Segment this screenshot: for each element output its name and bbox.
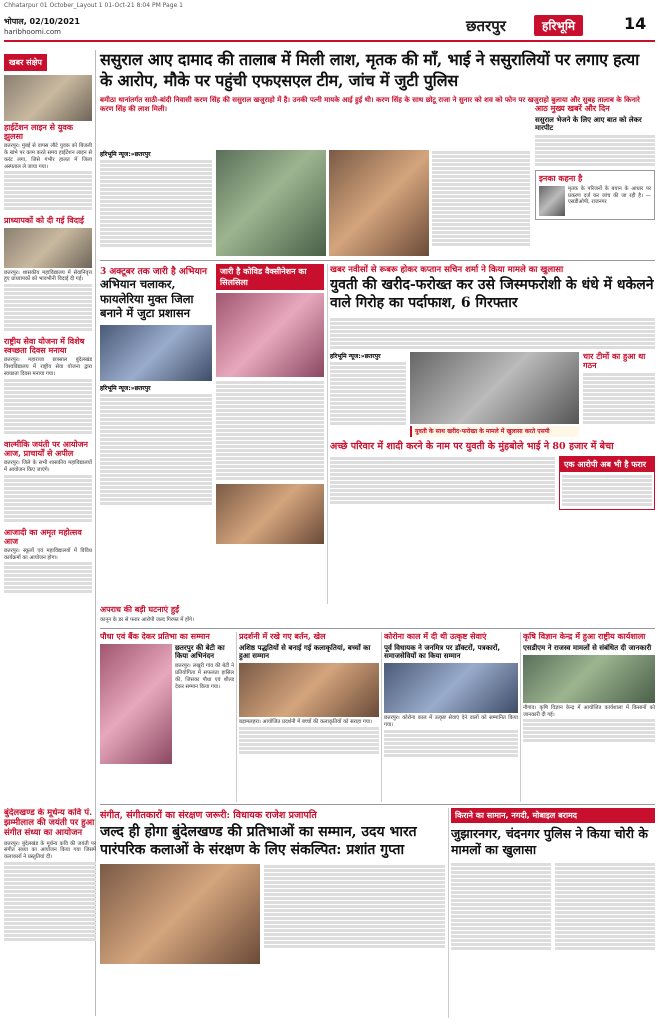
panel-text: छतरपुर। कोरोना काल में उत्कृष्ट सेवाएं देने वालों को सम्मानित किया गया। (384, 715, 518, 729)
city-name: छतरपुर (466, 17, 506, 35)
lead-photo-2 (329, 150, 429, 256)
campaign-headline[interactable]: अभियान चलाकर, फायलेरिया मुक्त जिला बनाने में जुटा प्रशासन (100, 277, 194, 321)
vaccination-label: जारी है कोविड वैक्सीनेशन का सिलसिला (216, 264, 324, 290)
absconding-banner: एक आरोपी अब भी है फरार (560, 457, 654, 472)
brief-title: हाईटेंशन लाइन से युवक झुलसा (4, 122, 74, 142)
brief-title: प्राध्यापकों को दी गई विदाई (4, 215, 84, 226)
masthead (4, 12, 655, 42)
culture-kicker: संगीत, संगीतकारों का संरक्षण जरूरी: विधायक राजेश प्रजापति (100, 810, 317, 821)
workshop-photo (523, 655, 655, 703)
exhibition-panel (239, 632, 379, 802)
lead-sidebar (535, 104, 655, 258)
brief-text: छतरपुर। जिले के सभी शासकीय महाविद्यालयों में आयोजन किए जाएंगे। (4, 460, 92, 473)
campaign-kicker: 3 अक्टूबर तक जारी है अभियान (100, 267, 207, 277)
teams-box-title: चार टीमों का हुआ था गठन (583, 350, 646, 371)
brief-item (4, 337, 92, 434)
brand-logo: हरिभूमि (534, 15, 583, 36)
brief-item (4, 440, 92, 522)
crime-brief (100, 605, 328, 627)
panel-sub: छतरपुर की बेटी का किया अभिनंदन (175, 643, 225, 660)
vaccination-story (216, 264, 324, 604)
trafficking-callout: अच्छे परिवार में शादी करने के नाम पर युवती के मुंहबोले भाई ने 80 हजार में बेचा (330, 441, 614, 453)
lead-byline: हरिभूमि न्यूज:»छतरपुर (100, 151, 151, 158)
panel-title[interactable]: पौधा एवं बैंक देकर प्रतिभा का सम्मान (100, 632, 210, 641)
lead-story-col-1 (100, 150, 212, 258)
lead-side-title: आठ मुख्य खबरें और दिन (535, 104, 610, 113)
edition-date: भोपाल, 02/10/2021 (4, 17, 80, 26)
honour-photo (100, 644, 172, 764)
page-number: 14 (624, 14, 647, 33)
photo-caption: युवती के साथ खरीद-फरोख्त के मामले में खुलासा करते एसपी (410, 426, 579, 438)
trafficking-headline[interactable]: युवती की खरीद-फरोख्त कर उसे जिस्मफरोशी के धंधे में धकेलने वाले गिरोह का पर्दाफाश, 6 गिरफ्तार (330, 277, 654, 311)
campaign-photo (100, 325, 212, 381)
brief-item (4, 75, 92, 210)
inset-quote (535, 170, 655, 220)
trafficking-story (330, 264, 655, 624)
covid-honour-panel (384, 632, 518, 802)
theft-headline[interactable]: जुझारनगर, चंदनगर पुलिस ने किया चोरी के मामलों का खुलासा (451, 826, 648, 857)
culture-headline[interactable]: जल्द ही होगा बुंदेलखण्ड की प्रतिभाओं का सम्मान, उदय भारत पारंपरिक कलाओं के संरक्षण के लिए संकल्पित: प्रशांत गुप्ता (100, 824, 417, 858)
brief-text: छतरपुर। महाराजा छत्रसाल बुंदेलखंड विश्वविद्यालय में राष्ट्रीय सेवा योजना द्वारा स्वच्छता दिवस मनाया गया। (4, 357, 92, 377)
lead-photo-1 (216, 150, 326, 256)
culture-story (100, 808, 445, 1018)
panel-title[interactable]: कृषि विज्ञान केन्द्र में हुआ राष्ट्रीय कार्यशाला (523, 632, 646, 641)
campaign-story (100, 264, 212, 604)
panel-title[interactable]: कोरोना काल में दी थी उत्कृष्ट सेवाएं (384, 632, 487, 641)
lead-deck: बमीठा थानांतर्गत साठी-बांदी निवासी करण सिंह की ससुराल खजुराहो में है। उनकी पत्नी मायके आई हुई थी। करण सिंह के साथ छोटू राजा ने सुनार को शव को फोन पर खजुराहो बुलाया और सुबह तालाब के किनारे करण सिंह की लाश मिली। (100, 95, 640, 114)
theft-story (451, 808, 655, 1018)
trafficking-byline: हरिभूमि न्यूज:»छतरपुर (330, 352, 381, 360)
culture-photo (100, 864, 260, 964)
lead-story-col-2 (432, 150, 530, 258)
panel-text: बड़ामलहरा। आयोजित प्रदर्शनी में बच्चों की कलाकृतियों को सराहा गया। (239, 719, 373, 726)
brief-section-tag: खबर संक्षेप (4, 54, 47, 71)
lead-headline[interactable]: ससुराल आए दामाद की तालाब में मिली लाश, मृतक की माँ, भाई ने ससुरालियों पर लगाए हत्या के आरोप, मौके पर पहुंची एफएसएल टीम, जांच में जुटी पुलिस (100, 50, 640, 90)
crime-brief-quote: कानून के डर से फरार आरोपी जल्द गिरफ्त में होंगे। (100, 616, 195, 623)
brief-photo (4, 228, 92, 268)
brief-text: छतरपुर। स्कूलों एवं महाविद्यालयों में विविध कार्यक्रमों का आयोजन होगा। (4, 547, 92, 561)
website-url[interactable]: haribhoomi.com (4, 28, 61, 36)
crime-brief-title: अपराध की बड़ी घटनाएं हुईं (100, 605, 180, 614)
press-conference-photo (410, 352, 579, 424)
brief-text: छतरपुर। शासकीय महाविद्यालय में सेवानिवृत्त हुए प्राध्यापकों को भावभीनी विदाई दी गई। (4, 269, 92, 283)
inset-text: मृतक के परिजनों के बयान के आधार पर प्रकरण दर्ज कर जांच की जा रही है। — एसडीओपी, राजनगर (568, 185, 651, 206)
brief-item (4, 216, 92, 331)
lead-side-sub: ससुराल भेजने के लिए आए बात को लेकर मारपीट (535, 115, 642, 132)
workshop-panel (523, 632, 655, 802)
brief-title: आजादी का अमृत महोत्सव आज (4, 526, 82, 546)
vaccination-photo (216, 293, 324, 377)
music-evening-title[interactable]: बुंदेलखण्ड के मूर्धन्य कवि पं. झम्मीलाल की जयंती पर हुआ संगीत संध्या का आयोजन (4, 808, 95, 839)
print-slug: Chhatarpur 01 October_Layout 1 01-Oct-21 8:04 PM Page 1 (4, 2, 183, 9)
brief-photo (4, 75, 92, 121)
exhibition-photo (239, 663, 379, 717)
official-photo (539, 186, 565, 216)
panel-text: नौगांव। कृषि विज्ञान केन्द्र में आयोजित कार्यशाला में किसानों को जानकारी दी गई। (523, 704, 655, 718)
theft-kicker: किराने का सामान, नगदी, मोबाइल बरामद (451, 808, 655, 823)
brief-item (4, 528, 92, 594)
covid-honour-photo (384, 663, 518, 713)
screening-photo (216, 484, 324, 544)
inset-title: इनका कहना है (539, 173, 583, 184)
campaign-byline: हरिभूमि न्यूज:»छतरपुर (100, 385, 151, 393)
brief-title: राष्ट्रीय सेवा योजना में विशेष स्वच्छता दिवस मनाया (4, 336, 85, 356)
honour-panel (100, 632, 234, 802)
brief-title: वाल्‍मीकि जयंती पर आयोजन आज, प्राचार्यों से अपील (4, 438, 88, 458)
panel-sub: अशिष्ठ पद्धतियों से बनाई गई कलाकृतियां, बच्चों का हुआ सम्मान (239, 643, 371, 660)
trafficking-kicker: खबर नवीसों से रूबरू होकर कप्तान सचिन शर्मा ने किया मामले का खुलासा (330, 265, 564, 275)
panel-sub: पूर्व विधायक ने जनमित्र पर डॉक्टरों, पत्रकारों, समाजसेवियों का किया सम्मान (384, 643, 501, 660)
panel-sub: एसडीएम ने राजस्व मामलों से संबंधित दी जानकारी (523, 643, 652, 652)
brief-text: छतरपुर। मुंबई से वापस लौटे युवक को बिजली के खंभे पर काम करते समय हाईटेंशन लाइन से करंट लगा, जिसे गंभीर हालत में जिला अस्पताल ले जाया गया। (4, 143, 92, 170)
panel-title[interactable]: प्रदर्शनी में रखे गए बर्तन, खेल (239, 632, 326, 641)
music-evening-text: छतरपुर। बुंदेलखंड के मूर्धन्य कवि की जयंती पर संगीत संध्या का आयोजन किया गया जिसमें कलाकारों ने प्रस्तुतियां दीं। (4, 840, 96, 861)
panel-text: छतरपुर। लखुरी गांव की बेटी ने प्रतियोगिता में सफलता हासिल की, जिसका पौधा एवं शील्ड देकर सम्मान किया गया। (175, 663, 234, 690)
music-evening-brief (4, 808, 96, 1018)
